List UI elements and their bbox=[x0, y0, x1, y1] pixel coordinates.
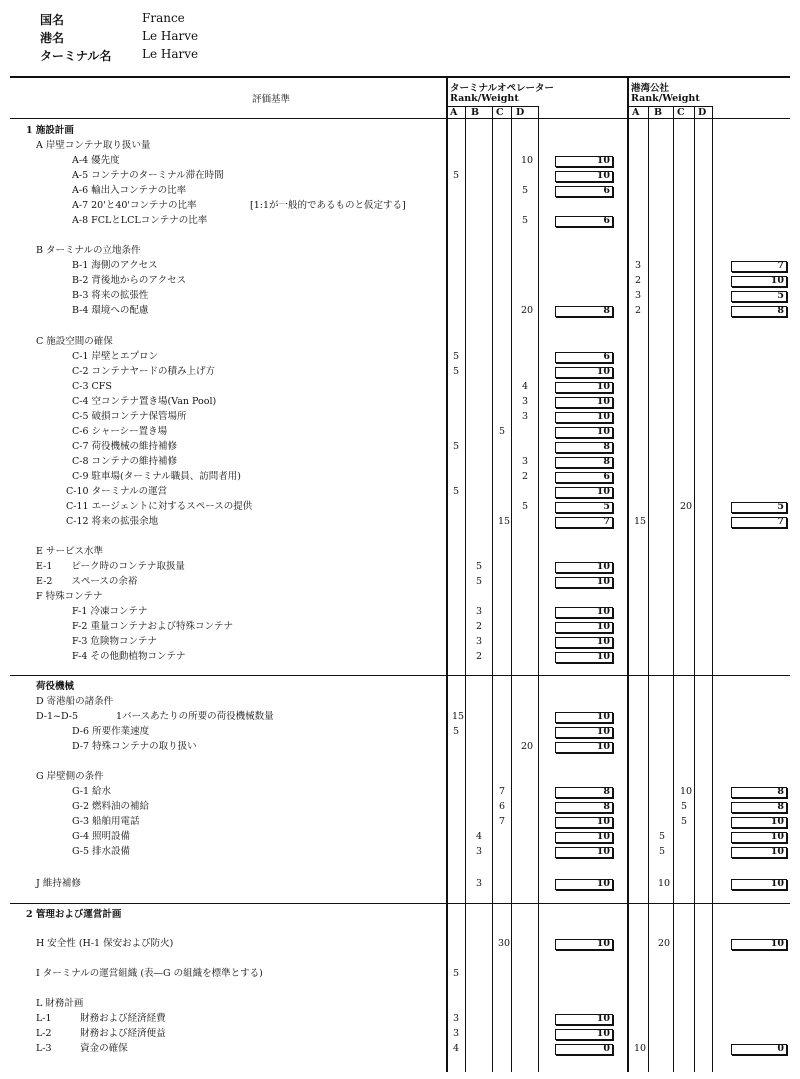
authority-rank-value: 5 bbox=[658, 831, 666, 842]
au-col-end-line bbox=[712, 106, 713, 1072]
operator-rank-value: 5 bbox=[475, 576, 483, 587]
authority-weight-box: 8 bbox=[731, 306, 787, 317]
criterion-label: G 岸壁側の条件 bbox=[36, 771, 104, 782]
criterion-label: G-2 燃料油の補給 bbox=[72, 801, 150, 812]
operator-rank-value: 5 bbox=[475, 561, 483, 572]
country-row bbox=[40, 11, 185, 28]
criterion-label: D-1~D-5 1バースあたりの所要の荷役機械数量 bbox=[36, 711, 274, 722]
operator-weight-box: 0 bbox=[555, 1044, 613, 1055]
op-col-d-line bbox=[511, 106, 512, 1072]
operator-weight-box: 10 bbox=[555, 607, 613, 618]
authority-weight-box: 10 bbox=[731, 832, 787, 843]
operator-rank-value: 10 bbox=[520, 155, 534, 166]
operator-rank-value: 2 bbox=[475, 651, 483, 662]
criterion-label: L-1 財務および経済経費 bbox=[36, 1013, 166, 1024]
op-col-c: C bbox=[496, 107, 504, 118]
operator-rank-value: 3 bbox=[475, 846, 483, 857]
criterion-label: J 維持補修 bbox=[36, 878, 81, 889]
operator-rank-value: 3 bbox=[475, 636, 483, 647]
operator-weight-box: 10 bbox=[555, 397, 613, 408]
operator-weight-box: 10 bbox=[555, 562, 613, 573]
authority-weight-box: 8 bbox=[731, 802, 787, 813]
criterion-label: F-2 重量コンテナおよび特殊コンテナ bbox=[72, 621, 233, 632]
criterion-label: L-2 財務および経済便益 bbox=[36, 1028, 166, 1039]
terminal-label: ターミナル名 bbox=[40, 49, 112, 63]
au-col-b-line bbox=[648, 106, 649, 1072]
criterion-label: B ターミナルの立地条件 bbox=[36, 245, 141, 256]
operator-rank-value: 5 bbox=[521, 501, 529, 512]
authority-rank-value: 5 bbox=[680, 801, 688, 812]
operator-rank-value: 3 bbox=[452, 1028, 460, 1039]
operator-weight-box: 10 bbox=[555, 412, 613, 423]
operator-rank-value: 15 bbox=[497, 516, 511, 527]
operator-weight-box: 10 bbox=[555, 879, 613, 890]
authority-weight-box: 5 bbox=[731, 502, 787, 513]
operator-weight-box: 6 bbox=[555, 352, 613, 363]
op-col-b: B bbox=[471, 107, 480, 118]
operator-weight-box: 10 bbox=[555, 367, 613, 378]
au-col-d-line bbox=[694, 106, 695, 1072]
country-label: 国名 bbox=[40, 13, 65, 27]
operator-rank-value: 4 bbox=[475, 831, 483, 842]
authority-weight-box: 8 bbox=[731, 787, 787, 798]
criterion-label: A-6 輸出入コンテナの比率 bbox=[72, 185, 187, 196]
criterion-label: C-11 エージェントに対するスペースの提供 bbox=[66, 501, 253, 512]
criterion-label: B-1 海側のアクセス bbox=[72, 260, 158, 271]
authority-rank-value: 10 bbox=[679, 786, 693, 797]
operator-weight-box: 10 bbox=[555, 1029, 613, 1040]
criterion-label: C-6 シャーシー置き場 bbox=[72, 426, 168, 437]
authority-weight-box: 10 bbox=[731, 276, 787, 287]
criterion-label: C-4 空コンテナ置き場(Van Pool) bbox=[72, 396, 217, 407]
authority-rank-value: 3 bbox=[634, 290, 642, 301]
authority-rank-value: 20 bbox=[657, 938, 671, 949]
criterion-label: C-1 岸壁とエプロン bbox=[72, 351, 159, 362]
authority-weight-box: 10 bbox=[731, 939, 787, 950]
port-value: Le Harve bbox=[142, 29, 199, 43]
operator-rank-value: 5 bbox=[521, 185, 529, 196]
operator-rank-value: 5 bbox=[452, 486, 460, 497]
operator-rank-value: 3 bbox=[475, 606, 483, 617]
criterion-label: C-12 将来の拡張余地 bbox=[66, 516, 159, 527]
criterion-note: [1:1が一般的であるものと仮定する] bbox=[250, 200, 406, 211]
operator-weight-box: 8 bbox=[555, 442, 613, 453]
criterion-label: F-3 危険物コンテナ bbox=[72, 636, 157, 647]
operator-weight-box: 8 bbox=[555, 306, 613, 317]
country-value: France bbox=[142, 11, 185, 25]
au-col-c: C bbox=[677, 107, 685, 118]
criterion-label: G-3 船舶用電話 bbox=[72, 816, 140, 827]
operator-weight-box: 10 bbox=[555, 742, 613, 753]
operator-rank-value: 5 bbox=[498, 426, 506, 437]
criterion-label: E-2 スペースの余裕 bbox=[36, 576, 138, 587]
criterion-label: F 特殊コンテナ bbox=[36, 591, 103, 602]
op-col-b-line bbox=[465, 106, 466, 1072]
criterion-label: C-7 荷役機械の維持補修 bbox=[72, 441, 178, 452]
operator-weight-box: 10 bbox=[555, 382, 613, 393]
criterion-label: A-4 優先度 bbox=[72, 155, 120, 166]
operator-weight-box: 7 bbox=[555, 517, 613, 528]
criterion-label: C-9 駐車場(ターミナル職員、訪問者用) bbox=[72, 471, 241, 482]
authority-weight-box: 7 bbox=[731, 517, 787, 528]
operator-rank-value: 5 bbox=[452, 170, 460, 181]
op-subhead-top bbox=[448, 106, 538, 107]
operator-rank-value: 4 bbox=[452, 1043, 460, 1054]
operator-weight-box: 6 bbox=[555, 186, 613, 197]
operator-weight-box: 10 bbox=[555, 727, 613, 738]
authority-weight-box: 10 bbox=[731, 847, 787, 858]
operator-weight-box: 10 bbox=[555, 832, 613, 843]
criterion-label: I ターミナルの運営組織 (表—G の組織を標準とする) bbox=[36, 968, 263, 979]
operator-rank-value: 3 bbox=[475, 878, 483, 889]
operator-heading: ターミナルオペレーター bbox=[450, 83, 555, 94]
operator-weight-box: 6 bbox=[555, 472, 613, 483]
port-label: 港名 bbox=[40, 31, 65, 45]
operator-weight-box: 10 bbox=[555, 487, 613, 498]
criterion-label: B-3 将来の拡張性 bbox=[72, 290, 149, 301]
criterion-label: G-5 排水設備 bbox=[72, 846, 131, 857]
authority-rank-value: 5 bbox=[658, 846, 666, 857]
authority-rank-value: 20 bbox=[679, 501, 693, 512]
operator-rank-value: 3 bbox=[521, 456, 529, 467]
authority-rank-weight: Rank/Weight bbox=[631, 93, 700, 104]
criterion-label: E-1 ピーク時のコンテナ取扱量 bbox=[36, 561, 185, 572]
criterion-label: B-2 背後地からのアクセス bbox=[72, 275, 187, 286]
operator-weight-box: 10 bbox=[555, 847, 613, 858]
criterion-label: C-2 コンテナヤードの積み上げ方 bbox=[72, 366, 216, 377]
op-subhead-bottom bbox=[448, 118, 538, 119]
op-col-d: D bbox=[516, 107, 525, 118]
criterion-label: G-1 給水 bbox=[72, 786, 112, 797]
operator-rank-weight: Rank/Weight bbox=[450, 93, 519, 104]
operator-rank-value: 20 bbox=[520, 741, 534, 752]
operator-col-left bbox=[446, 76, 448, 1072]
terminal-row bbox=[40, 47, 199, 64]
operator-rank-value: 3 bbox=[521, 396, 529, 407]
criterion-label: 1 施設計画 bbox=[26, 125, 74, 136]
operator-weight-box: 10 bbox=[555, 156, 613, 167]
operator-rank-value: 5 bbox=[452, 441, 460, 452]
authority-heading: 港湾公社 bbox=[631, 83, 670, 94]
authority-weight-box: 0 bbox=[731, 1044, 787, 1055]
terminal-value: Le Harve bbox=[142, 47, 199, 61]
operator-weight-box: 10 bbox=[555, 577, 613, 588]
criterion-label: 荷役機械 bbox=[36, 681, 75, 692]
au-col-b: B bbox=[654, 107, 663, 118]
criterion-label: C-5 破損コンテナ保管場所 bbox=[72, 411, 187, 422]
operator-weight-box: 10 bbox=[555, 171, 613, 182]
operator-weight-box: 5 bbox=[555, 502, 613, 513]
authority-col-left bbox=[627, 76, 629, 1072]
authority-rank-value: 2 bbox=[634, 305, 642, 316]
op-col-end-line bbox=[538, 106, 539, 1072]
authority-weight-box: 7 bbox=[731, 261, 787, 272]
criterion-label: C-3 CFS bbox=[72, 381, 112, 392]
operator-weight-box: 10 bbox=[555, 712, 613, 723]
authority-rank-value: 2 bbox=[634, 275, 642, 286]
criterion-label: F-1 冷凍コンテナ bbox=[72, 606, 148, 617]
operator-weight-box: 10 bbox=[555, 939, 613, 950]
criterion-label: H 安全性 (H-1 保安および防火) bbox=[36, 938, 174, 949]
operator-rank-value: 3 bbox=[452, 1013, 460, 1024]
operator-rank-value: 5 bbox=[452, 366, 460, 377]
operator-weight-box: 8 bbox=[555, 802, 613, 813]
operator-rank-value: 5 bbox=[452, 726, 460, 737]
criterion-label: A 岸壁コンテナ取り扱い量 bbox=[36, 140, 151, 151]
authority-rank-value: 15 bbox=[633, 516, 647, 527]
authority-rank-value: 10 bbox=[633, 1043, 647, 1054]
criterion-label: A-5 コンテナのターミナル滞在時間 bbox=[72, 170, 224, 181]
operator-rank-value: 6 bbox=[498, 801, 506, 812]
criterion-label: L 財務計画 bbox=[36, 998, 84, 1009]
operator-weight-box: 10 bbox=[555, 637, 613, 648]
criterion-label: C-10 ターミナルの運営 bbox=[66, 486, 168, 497]
criterion-label: D 寄港船の諸条件 bbox=[36, 696, 114, 707]
criterion-label: F-4 その他動植物コンテナ bbox=[72, 651, 186, 662]
operator-rank-value: 5 bbox=[521, 215, 529, 226]
criterion-label: C-8 コンテナの維持補修 bbox=[72, 456, 178, 467]
port-row bbox=[40, 29, 199, 46]
criterion-label: E サービス水準 bbox=[36, 546, 103, 557]
authority-rank-value: 10 bbox=[657, 878, 671, 889]
op-col-a: A bbox=[450, 107, 458, 118]
operator-rank-value: 7 bbox=[498, 786, 506, 797]
operator-rank-value: 4 bbox=[521, 381, 529, 392]
operator-rank-value: 7 bbox=[498, 816, 506, 827]
authority-rank-value: 5 bbox=[680, 816, 688, 827]
au-col-d: D bbox=[698, 107, 707, 118]
criterion-label: C 施設空間の確保 bbox=[36, 336, 113, 347]
criteria-heading: 評価基準 bbox=[252, 94, 291, 105]
op-col-c-line bbox=[492, 106, 493, 1072]
criterion-label: B-4 環境への配慮 bbox=[72, 305, 149, 316]
operator-weight-box: 10 bbox=[555, 427, 613, 438]
criterion-label: G-4 照明設備 bbox=[72, 831, 131, 842]
operator-weight-box: 8 bbox=[555, 457, 613, 468]
criterion-label: L-3 資金の確保 bbox=[36, 1043, 128, 1054]
criterion-label: A-8 FCLとLCLコンテナの比率 bbox=[72, 215, 208, 226]
operator-weight-box: 10 bbox=[555, 622, 613, 633]
authority-weight-box: 10 bbox=[731, 879, 787, 890]
operator-rank-value: 30 bbox=[497, 938, 511, 949]
operator-rank-value: 2 bbox=[475, 621, 483, 632]
operator-weight-box: 10 bbox=[555, 1014, 613, 1025]
operator-rank-value: 20 bbox=[520, 305, 534, 316]
operator-rank-value: 5 bbox=[452, 351, 460, 362]
operator-weight-box: 10 bbox=[555, 817, 613, 828]
operator-rank-value: 15 bbox=[451, 711, 465, 722]
operator-weight-box: 10 bbox=[555, 652, 613, 663]
operator-rank-value: 3 bbox=[521, 411, 529, 422]
operator-weight-box: 8 bbox=[555, 787, 613, 798]
authority-rank-value: 3 bbox=[634, 260, 642, 271]
au-col-a: A bbox=[632, 107, 640, 118]
criterion-label: A-7 20'と40'コンテナの比率 bbox=[72, 200, 197, 211]
criterion-label: D-6 所要作業速度 bbox=[72, 726, 150, 737]
operator-rank-value: 2 bbox=[521, 471, 529, 482]
criterion-label: 2 管理および運営計画 bbox=[26, 909, 122, 920]
operator-weight-box: 6 bbox=[555, 216, 613, 227]
table-top-rule bbox=[10, 76, 790, 78]
authority-weight-box: 5 bbox=[731, 291, 787, 302]
au-col-c-line bbox=[673, 106, 674, 1072]
operator-rank-value: 5 bbox=[452, 968, 460, 979]
criterion-label: D-7 特殊コンテナの取り扱い bbox=[72, 741, 197, 752]
authority-weight-box: 10 bbox=[731, 817, 787, 828]
